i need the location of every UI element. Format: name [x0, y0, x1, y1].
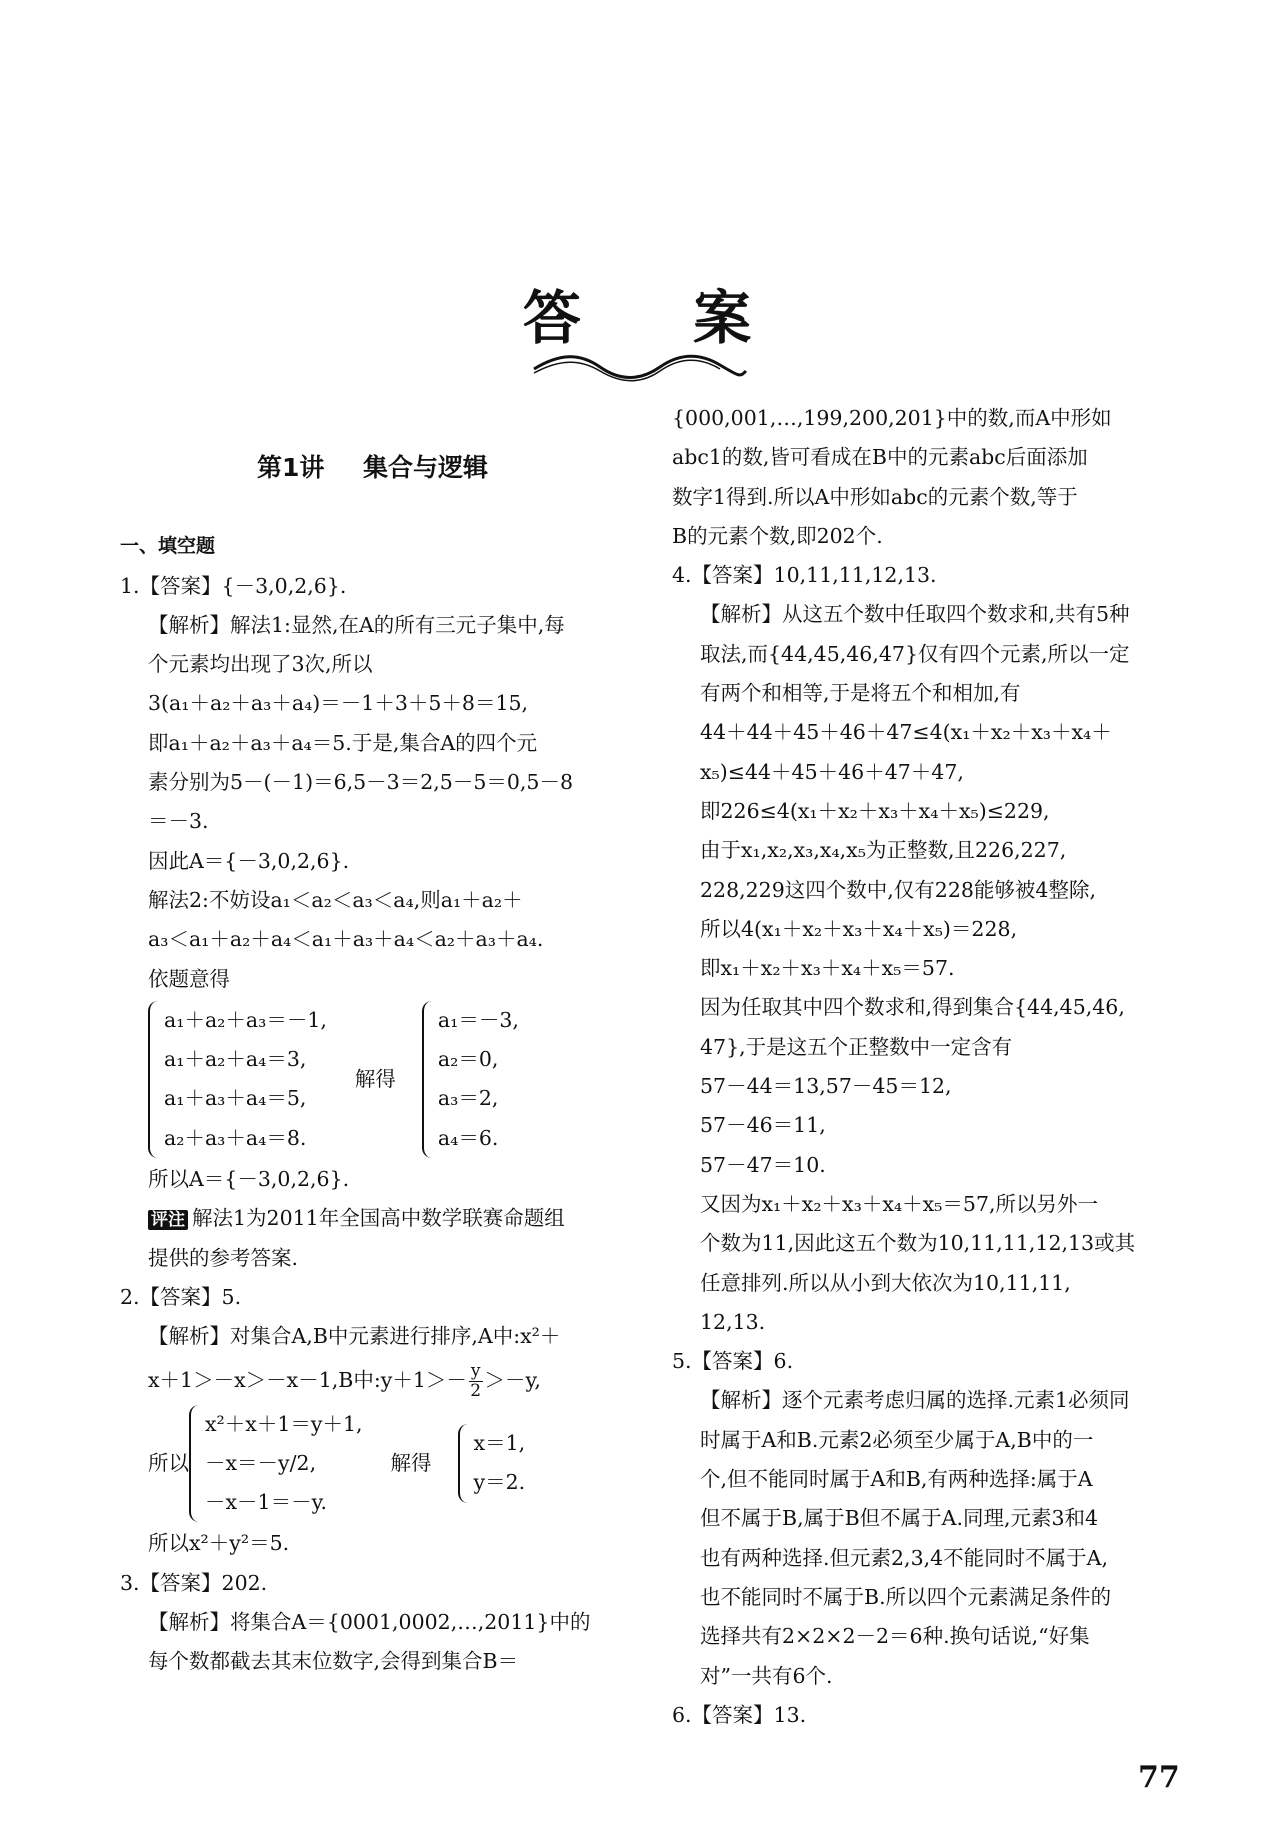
equation: x²＋x＋1＝y＋1,	[205, 1411, 363, 1436]
text-line: 取法,而{44,45,46,47}仅有四个元素,所以一定	[700, 641, 1130, 666]
text-line: 3(a₁＋a₂＋a₃＋a₄)＝－1＋3＋5＋8＝15,	[148, 691, 529, 716]
text-line: 个元素均出现了3次,所以	[148, 652, 373, 677]
text-line: 选择共有2×2×2－2＝6种.换句话说,“好集	[700, 1624, 1090, 1649]
solution: a₂＝0,	[437, 1047, 499, 1072]
equation: －x－1＝－y.	[205, 1490, 327, 1515]
text-line: 素分别为5－(－1)＝6,5－3＝2,5－5＝0,5－8	[148, 770, 574, 795]
text-line: 4.【答案】10,11,11,12,13.	[672, 563, 937, 588]
text-line: 时属于A和B.元素2必须至少属于A,B中的一	[700, 1427, 1094, 1452]
text-line: 因为任取其中四个数求和,得到集合{44,45,46,	[700, 995, 1125, 1020]
text-line: 44＋44＋45＋46＋47≤4(x₁＋x₂＋x₃＋x₄＋	[700, 720, 1112, 745]
text-line: 对”一共有6个.	[700, 1663, 833, 1688]
text-line: 【解析】对集合A,B中元素进行排序,A中:x²＋	[148, 1324, 561, 1349]
text-line: 但不属于B,属于B但不属于A.同理,元素3和4	[700, 1506, 1099, 1531]
text-line: 3.【答案】202.	[120, 1570, 268, 1595]
text: x＋1＞－x＞－x－1,B中:y＋1＞－	[148, 1367, 467, 1392]
text-line: 个,但不能同时属于A和B,有两种选择:属于A	[700, 1467, 1093, 1492]
page-title: 答 案	[522, 284, 798, 352]
left-column	[120, 405, 625, 1682]
text: ＞－y,	[484, 1367, 541, 1392]
fraction-denominator: 2	[470, 1380, 482, 1401]
text-line: 所以x²＋y²＝5.	[148, 1531, 290, 1556]
text-line: x₅)≤44＋45＋46＋47＋47,	[700, 759, 964, 784]
text-line-with-fraction	[120, 1357, 625, 1403]
text-line: 每个数都截去其末位数字,会得到集合B＝	[148, 1649, 519, 1674]
equation: a₁＋a₂＋a₄＝3,	[164, 1047, 307, 1072]
brace	[458, 1424, 470, 1503]
text-line: 47},于是这五个正整数中一定含有	[700, 1034, 1013, 1059]
text-line: 也有两种选择.但元素2,3,4不能同时不属于A,	[700, 1545, 1108, 1570]
solution: a₁＝－3,	[437, 1007, 519, 1032]
text-line: 也不能同时不属于B.所以四个元素满足条件的	[700, 1584, 1112, 1609]
brace	[189, 1405, 201, 1523]
text-line: 因此A＝{－3,0,2,6}.	[148, 848, 350, 873]
text-line: 由于x₁,x₂,x₃,x₄,x₅为正整数,且226,227,	[700, 838, 1067, 863]
text-line: 57－46＝11,	[700, 1113, 826, 1138]
equation-system-1	[120, 1001, 625, 1158]
solution: a₄＝6.	[437, 1125, 499, 1150]
text-line: 数字1得到.所以A中形如abc的元素个数,等于	[672, 484, 1078, 509]
note	[120, 1199, 625, 1238]
equation: －x＝－y/2,	[205, 1450, 317, 1475]
text-line: a₃＜a₁＋a₂＋a₄＜a₁＋a₃＋a₄＜a₂＋a₃＋a₄.	[148, 927, 544, 952]
fraction	[469, 1362, 483, 1401]
text-line: 依题意得	[148, 966, 230, 991]
text-line: 任意排列.所以从小到大依次为10,11,11,	[700, 1270, 1071, 1295]
right-column	[672, 405, 1164, 1735]
equation: a₂＋a₃＋a₄＝8.	[164, 1125, 307, 1150]
lecture-heading: 第1讲 集合与逻辑	[256, 453, 489, 482]
text-line: 57－47＝10.	[700, 1152, 826, 1177]
text-line: 5.【答案】6.	[672, 1349, 794, 1374]
brace	[148, 1001, 160, 1158]
solve-label: 解得	[390, 1450, 432, 1475]
text-line: abc1的数,皆可看成在B中的元素abc后面添加	[672, 445, 1088, 470]
text-line: 又因为x₁＋x₂＋x₃＋x₄＋x₅＝57,所以另外一	[700, 1191, 1098, 1216]
text-line: 即x₁＋x₂＋x₃＋x₄＋x₅＝57.	[700, 956, 955, 981]
text-line: 【解析】解法1:显然,在A的所有三元子集中,每	[148, 612, 565, 637]
text-line: 【解析】逐个元素考虑归属的选择.元素1必须同	[700, 1388, 1130, 1413]
solve-label: 解得	[354, 1066, 396, 1091]
note-tag: 评注	[148, 1210, 188, 1230]
text-line: 6.【答案】13.	[672, 1702, 807, 1727]
text-line: 1.【答案】{－3,0,2,6}.	[120, 573, 347, 598]
text-line: 【解析】从这五个数中任取四个数求和,共有5种	[700, 602, 1130, 627]
equation: a₁＋a₂＋a₃＝－1,	[164, 1007, 327, 1032]
text-line: 有两个和相等,于是将五个和相加,有	[700, 681, 1021, 706]
solution: x＝1,	[473, 1431, 526, 1456]
equation: a₁＋a₃＋a₄＝5,	[164, 1086, 307, 1111]
text-line: 2.【答案】5.	[120, 1284, 242, 1309]
note-line: 解法1为2011年全国高中数学联赛命题组	[192, 1206, 565, 1231]
title-wave-ornament	[530, 349, 750, 385]
page-number: 77	[1138, 1760, 1180, 1795]
text-line: 即a₁＋a₂＋a₃＋a₄＝5.于是,集合A的四个元	[148, 730, 538, 755]
text-line: {000,001,…,199,200,201}中的数,而A中形如	[672, 406, 1112, 430]
text-line: 【解析】将集合A＝{0001,0002,…,2011}中的	[148, 1610, 591, 1635]
text-line: 所以A＝{－3,0,2,6}.	[148, 1167, 350, 1192]
text-line: 57－44＝13,57－45＝12,	[700, 1074, 952, 1099]
text-line: 解法2:不妨设a₁＜a₂＜a₃＜a₄,则a₁＋a₂＋	[148, 887, 523, 912]
text-line: 个数为11,因此这五个数为10,11,11,12,13或其	[700, 1231, 1136, 1256]
equation-system-2	[120, 1405, 625, 1523]
text-line: 12,13.	[700, 1309, 766, 1334]
solution: a₃＝2,	[437, 1086, 499, 1111]
fraction-numerator: y	[470, 1360, 481, 1381]
solution: y＝2.	[473, 1470, 526, 1495]
text-line: 即226≤4(x₁＋x₂＋x₃＋x₄＋x₅)≤229,	[700, 798, 1050, 823]
text-line: 228,229这四个数中,仅有228能够被4整除,	[700, 877, 1096, 902]
brace	[422, 1001, 434, 1158]
section-heading: 一、填空题	[120, 535, 216, 558]
text-line: B的元素个数,即202个.	[672, 523, 883, 548]
system-prefix: 所以	[148, 1450, 189, 1475]
text-line: 所以4(x₁＋x₂＋x₃＋x₄＋x₅)＝228,	[700, 916, 1018, 941]
text-line: ＝－3.	[148, 809, 209, 834]
note-line: 提供的参考答案.	[148, 1245, 299, 1270]
